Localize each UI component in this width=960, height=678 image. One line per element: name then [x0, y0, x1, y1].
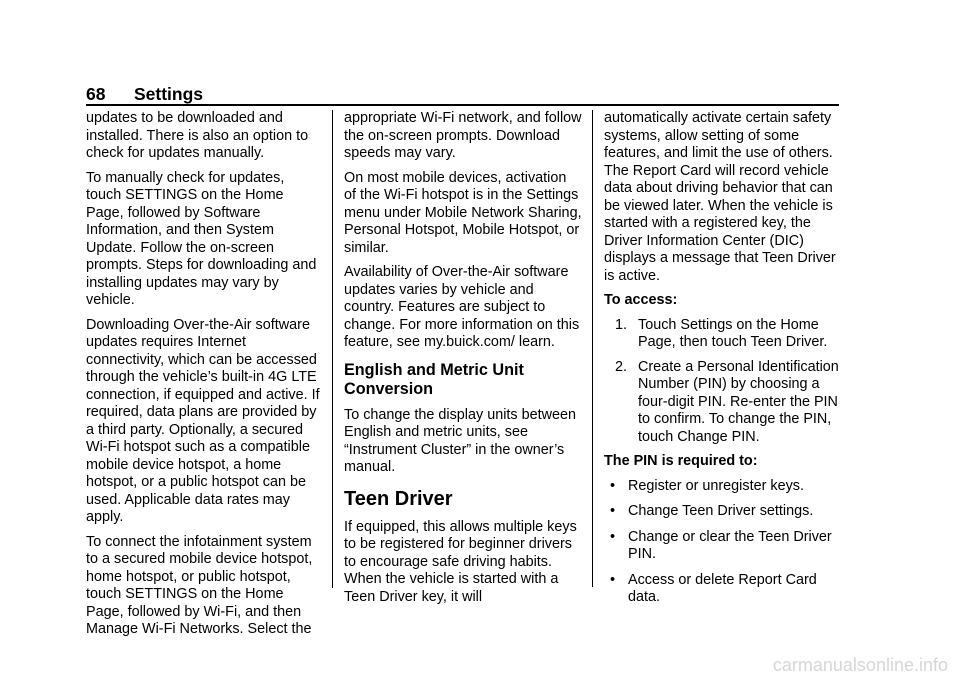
column-3: [604, 110, 840, 615]
list-item: [604, 572, 840, 607]
section-heading: Teen Driver: [344, 487, 453, 510]
bullet-icon: •: [610, 528, 616, 545]
paragraph: To connect the infotainment system to a secured mobile device hotspot, home hotspot, or public hotspot, touch SETTINGS on the Home Page, followed by Wi-Fi, and then Manage Wi-Fi Networks. Select the: [86, 533, 313, 637]
bullet-text: Register or unregister keys.: [628, 477, 804, 494]
paragraph: automatically activate certain safety systems, allow setting of some features, and limit the use of others. The Report Card will record vehicle data about driving behavior that can be viewed later. When the vehicle is started with a registered key, the Driver Information Center (DIC) displays a message that Teen Driver is active.: [604, 110, 836, 284]
header-rule: [86, 104, 839, 106]
list-item: [604, 529, 840, 564]
bullet-icon: •: [610, 571, 616, 588]
paragraph: Downloading Over-the-Air software updates requires Internet connectivity, which can be accessed through the vehicle’s built-in 4G LTE connection, if equipped and active. If required, data plans are provided by a third party. Optionally, a secured Wi-Fi hotspot such as a compatible mobile device hotspot, a home hotspot, or a public hotspot can be used. Applicable data rates may apply.: [86, 316, 320, 525]
pin-label: The PIN is required to:: [604, 453, 758, 469]
bullet-text: Change Teen Driver settings.: [628, 503, 814, 519]
step-text: Touch Settings on the Home Page, then touch Teen Driver.: [638, 316, 828, 350]
watermark: carmanualsonline.info: [772, 655, 948, 675]
page-header: [86, 84, 203, 104]
bullet-icon: •: [610, 503, 616, 519]
paragraph: To manually check for updates, touch SETTINGS on the Home Page, followed by Software Information, and then System Update. Follow the on-screen prompts. Steps for downloading and installing updates may vary by vehicle.: [86, 169, 317, 308]
column-divider: [592, 110, 593, 587]
page-number: 68: [86, 84, 106, 104]
paragraph: Availability of Over-the-Air software updates varies by vehicle and country. Features are subject to change. For more information on this feature, see my.buick.com/ learn.: [344, 264, 580, 350]
list-item: [604, 503, 840, 521]
column-divider: [332, 110, 333, 588]
column-2: [344, 110, 582, 613]
list-item: [604, 359, 840, 447]
section-title: Settings: [134, 84, 204, 104]
step-number: 1.: [614, 316, 627, 333]
list-item: [604, 478, 840, 496]
paragraph: appropriate Wi-Fi network, and follow the on-screen prompts. Download speeds may vary.: [344, 110, 582, 161]
paragraph: On most mobile devices, activation of the Wi-Fi hotspot is in the Settings menu under Mobile Network Sharing, Personal Hotspot, Mobile Hotspot, or similar.: [344, 169, 582, 256]
bullet-text: Change or clear the Teen Driver PIN.: [628, 528, 832, 562]
access-label: To access:: [604, 292, 678, 308]
step-number: 2.: [614, 358, 627, 375]
subsection-heading: English and Metric Unit Conversion: [344, 360, 524, 398]
column-1: [86, 110, 322, 646]
bullet-icon: •: [610, 477, 616, 494]
paragraph: updates to be downloaded and installed. There is also an option to check for updates manually.: [86, 110, 309, 161]
paragraph: To change the display units between English and metric units, see “Instrument Cluster” in the owner’s manual.: [344, 406, 577, 475]
list-item: [604, 317, 840, 352]
step-text: Create a Personal Identification Number (PIN) by choosing a four-digit PIN. Re-enter the PIN to confirm. To change the PIN, touch Change PIN.: [638, 358, 839, 445]
paragraph: If equipped, this allows multiple keys to be registered for beginner drivers to encourage safe driving habits. When the vehicle is started with a Teen Driver key, it will: [344, 518, 577, 605]
bullet-text: Access or delete Report Card data.: [628, 571, 817, 605]
